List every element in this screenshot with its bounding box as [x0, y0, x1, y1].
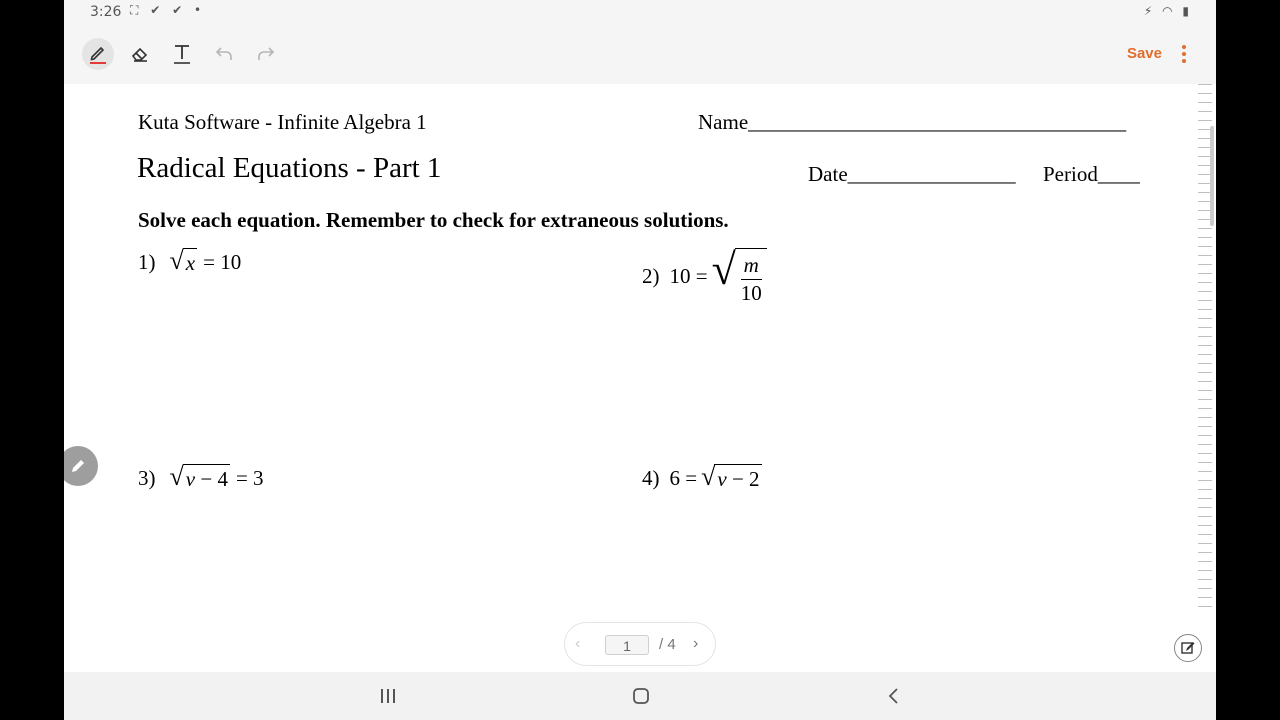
name-field: Name____________________________________ [698, 110, 1127, 134]
radicand: x [185, 251, 196, 275]
app-screen [64, 0, 1216, 720]
publisher-header: Kuta Software - Infinite Algebra 1 [138, 110, 427, 134]
equation-lhs: 6 = [669, 465, 698, 490]
back-button[interactable] [882, 684, 906, 708]
prev-page-icon[interactable]: ‹ [575, 635, 581, 652]
more-options-button[interactable] [1176, 42, 1192, 66]
annotate-button[interactable] [1174, 634, 1202, 662]
recent-apps-icon [379, 688, 397, 704]
save-button[interactable]: Save [1126, 45, 1162, 62]
text-tool-button[interactable] [166, 38, 198, 70]
page-number-input[interactable]: 1 [605, 635, 649, 655]
problem-number: 1) [138, 249, 156, 274]
instructions: Solve each equation. Remember to check for extraneous solutions. [138, 208, 729, 232]
more-options-dot [1182, 52, 1186, 56]
equation-rhs: = 3 [235, 465, 264, 490]
radical: √ v − 2 [701, 462, 760, 491]
period-field: Period____ [1043, 162, 1140, 186]
eraser-tool-button[interactable] [124, 38, 156, 70]
radical: √ $\frac{m}{10}$ [712, 248, 767, 304]
problem-1 [138, 248, 241, 276]
problem-2 [642, 245, 767, 305]
page-title: Radical Equations - Part 1 [137, 152, 442, 184]
toolbar [64, 24, 1216, 84]
problem-3 [138, 464, 264, 492]
annotate-icon [1180, 640, 1196, 656]
equation-rhs: = 10 [203, 249, 242, 274]
problem-number: 4) [642, 465, 660, 490]
eraser-icon [130, 44, 150, 64]
undo-button[interactable] [208, 38, 240, 70]
radicand-minus: − 2 [731, 467, 760, 491]
more-options-dot [1182, 59, 1186, 63]
worksheet-page[interactable] [64, 84, 1200, 672]
home-button[interactable] [629, 684, 653, 708]
system-nav-bar [64, 672, 1216, 720]
page-total: / 4 [659, 636, 676, 653]
fraction [738, 253, 765, 304]
status-time: 3:26 [90, 4, 122, 20]
radical: √ v − 4 [169, 462, 228, 491]
status-notification-icons: ⛶ ✔ ✔ • [130, 3, 206, 17]
recent-apps-button[interactable] [376, 684, 400, 708]
text-icon [172, 43, 192, 65]
undo-icon [214, 44, 234, 64]
pen-icon [88, 43, 108, 65]
pen-tool-button[interactable] [82, 38, 114, 70]
scrollbar-thumb[interactable] [1210, 126, 1214, 226]
home-icon [632, 687, 650, 705]
page-navigator [564, 622, 716, 666]
problem-4 [642, 464, 762, 492]
denominator: 10 [740, 281, 762, 305]
date-field: Date________________ [808, 162, 1016, 186]
problem-number: 3) [138, 465, 156, 490]
status-bar [64, 0, 1216, 24]
status-system-icons: ⚡ ◠ ▮ [1143, 4, 1192, 18]
radical: √ x [169, 246, 196, 275]
radicand-minus: − 4 [200, 467, 228, 491]
pencil-icon [69, 457, 87, 475]
next-page-icon[interactable]: › [693, 635, 699, 652]
numerator: m [741, 253, 762, 280]
radicand-var: v [185, 467, 196, 491]
redo-button[interactable] [250, 38, 282, 70]
more-options-dot [1182, 45, 1186, 49]
problem-number: 2) [642, 263, 660, 288]
equation-lhs: 10 = [669, 263, 708, 288]
redo-icon [256, 44, 276, 64]
radicand-var: v [717, 467, 727, 491]
back-icon [886, 687, 902, 705]
